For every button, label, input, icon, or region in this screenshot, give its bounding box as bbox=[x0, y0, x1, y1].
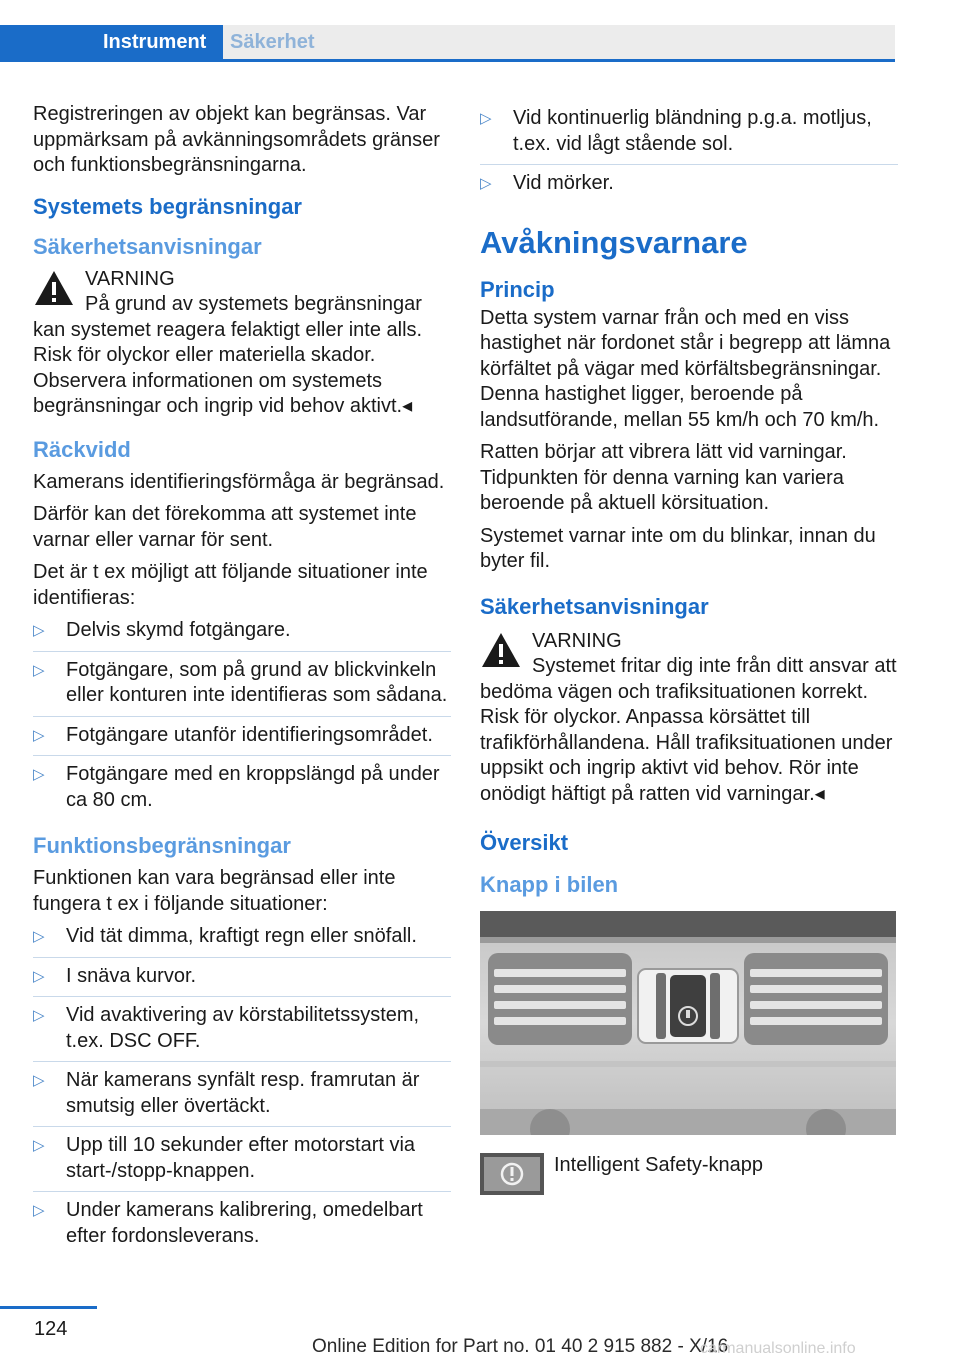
bullet-triangle-icon: ▷ bbox=[33, 661, 45, 679]
warning-title: VARNING bbox=[532, 629, 622, 652]
dashboard-button-photo bbox=[480, 911, 896, 1135]
edition-note: Online Edition for Part no. 01 40 2 915 882 - X/16 bbox=[312, 1336, 729, 1357]
heading-lane-warning: Avåkningsvarnare bbox=[480, 224, 748, 260]
heading-safety-notes-right: Säkerhetsanvisningar bbox=[480, 593, 709, 619]
list-item: ▷ Under kamerans kalibrering, omedelbart efter fordonsleverans. bbox=[33, 1199, 423, 1247]
list-item: ▷ När kamerans synfält resp. framrutan är smutsig eller övertäckt. bbox=[33, 1068, 451, 1127]
range-paragraph-3: Det är t ex möjligt att följande situationer inte identifieras: bbox=[33, 561, 428, 609]
warning-box-right bbox=[480, 629, 898, 808]
bullet-triangle-icon: ▷ bbox=[33, 726, 45, 744]
page-number: 124 bbox=[34, 1318, 68, 1340]
function-list bbox=[33, 924, 451, 1256]
warning-text: På grund av systemets begränsningar kan systemet reagera felaktigt eller inte alls. Risk för olyckor eller materiella skador. Observera informationen om systemets begränsningar och ingrip vid behov aktivt.◂ bbox=[33, 293, 423, 417]
bullet-triangle-icon: ▷ bbox=[480, 175, 492, 192]
header-tabs bbox=[0, 25, 895, 61]
list-item: ▷ Upp till 10 sekunder efter motorstart via start-/stopp-knappen. bbox=[33, 1133, 451, 1192]
caption-row bbox=[480, 1153, 898, 1195]
heading-safety-notes: Säkerhetsanvisningar bbox=[33, 233, 262, 259]
header-divider bbox=[0, 59, 895, 62]
right-column bbox=[480, 106, 898, 1195]
left-column bbox=[33, 102, 451, 1268]
bullet-triangle-icon: ▷ bbox=[33, 1007, 45, 1024]
warning-icon bbox=[480, 631, 522, 669]
watermark: carmanualsonline.info bbox=[700, 1340, 856, 1357]
list-item: ▷ Vid tät dimma, kraftigt regn eller snöfall. bbox=[33, 924, 451, 958]
tab-sakerhet[interactable]: Säkerhet bbox=[223, 25, 895, 59]
bullet-triangle-icon: ▷ bbox=[33, 1202, 45, 1219]
bullet-triangle-icon: ▷ bbox=[33, 967, 45, 985]
warning-box bbox=[33, 267, 451, 420]
range-paragraph-2: Därför kan det förekomma att systemet inte varnar eller varnar för sent. bbox=[33, 503, 417, 551]
visibility-list bbox=[480, 106, 898, 204]
list-item: ▷ I snäva kurvor. bbox=[33, 964, 451, 998]
warning-title: VARNING bbox=[85, 267, 175, 290]
bullet-triangle-icon: ▷ bbox=[33, 1137, 45, 1154]
heading-overview: Översikt bbox=[480, 830, 569, 855]
range-paragraph-1: Kamerans identifieringsförmåga är begränsad. bbox=[33, 470, 445, 493]
principle-paragraph-3: Systemet varnar inte om du blinkar, innan du byter fil. bbox=[480, 524, 876, 572]
tab-instrument[interactable]: Instrument bbox=[0, 25, 223, 59]
principle-paragraph-1: Detta system varnar från och med en viss hastighet när fordonet står i begrepp att lämna körfältet på vägar med körfältsbegränsningar. Denna hastighet ligger, beroende på landsutförande, mellan 55 km/h och 70 km/h. bbox=[480, 306, 891, 431]
range-list bbox=[33, 618, 451, 820]
function-paragraph: Funktionen kan vara begränsad eller inte fungera t ex i följande situationer: bbox=[33, 867, 396, 915]
bullet-triangle-icon: ▷ bbox=[33, 928, 45, 945]
principle-paragraph-2: Ratten börjar att vibrera lätt vid varningar. Tidpunkten för denna varning kan variera beroende på aktuell körsituation. bbox=[480, 441, 847, 514]
bullet-triangle-icon: ▷ bbox=[33, 766, 45, 783]
list-item: ▷ Fotgängare, som på grund av blickvinkeln eller konturen inte identifieras som sådana. bbox=[33, 658, 451, 717]
heading-range: Räckvidd bbox=[33, 436, 131, 462]
heading-function-limits: Funktionsbegränsningar bbox=[33, 833, 291, 858]
intelligent-safety-button-icon bbox=[480, 1153, 544, 1195]
heading-button-in-car: Knapp i bilen bbox=[480, 872, 619, 897]
list-item: ▷ Fotgängare med en kroppslängd på under ca 80 cm. bbox=[33, 763, 440, 811]
list-item: ▷ Vid kontinuerlig bländning p.g.a. motljus, t.ex. vid lågt stående sol. bbox=[480, 106, 898, 165]
list-item: ▷ Delvis skymd fotgängare. bbox=[33, 618, 451, 652]
list-item: ▷ Fotgängare utanför identifieringsområdet. bbox=[33, 723, 451, 757]
bullet-triangle-icon: ▷ bbox=[33, 1072, 45, 1089]
footer-divider bbox=[0, 1306, 97, 1309]
list-item: ▷ Vid avaktivering av körstabilitetssystem, t.ex. DSC OFF. bbox=[33, 1003, 451, 1062]
intro-paragraph: Registreringen av objekt kan begränsas. Var uppmärksam på avkänningsområdets gränser och funktionsbegränsningarna. bbox=[33, 103, 440, 176]
heading-principle: Princip bbox=[480, 276, 555, 302]
warning-icon bbox=[33, 269, 75, 307]
warning-text: Systemet fritar dig inte från ditt ansvar att bedöma vägen och trafiksituationen korrekt. Risk för olyckor. Anpassa körsättet till trafikförhållandena. Håll trafiksituationen under uppsikt och ingrip aktivt vid behov. Rör inte onödigt häftigt på ratten vid varningar.◂ bbox=[480, 655, 897, 805]
heading-system-limits: Systemets begränsningar bbox=[33, 193, 302, 219]
bullet-triangle-icon: ▷ bbox=[33, 622, 45, 639]
caption-text: Intelligent Safety-knapp bbox=[554, 1154, 764, 1176]
list-item: ▷ Vid mörker. bbox=[480, 171, 898, 204]
bullet-triangle-icon: ▷ bbox=[480, 110, 492, 127]
